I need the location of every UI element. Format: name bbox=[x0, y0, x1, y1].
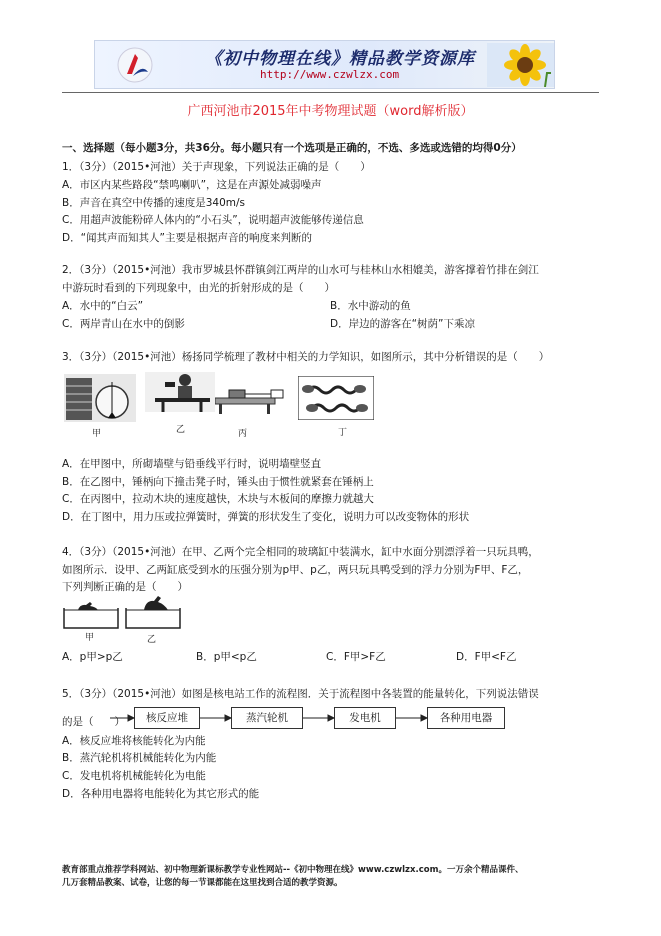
q4-option-b: B．p甲<p乙 bbox=[196, 651, 257, 663]
flow-arrows bbox=[110, 709, 510, 727]
q2-option-a: A．水中的“白云” bbox=[62, 300, 144, 312]
header-rule bbox=[62, 92, 599, 93]
site-logo-icon bbox=[115, 46, 155, 84]
section-heading: 一、选择题（每小题3分，共36分。每小题只有一个选项是正确的，不选、多选或选错的均得0分） bbox=[62, 142, 522, 154]
q3-figure-bing bbox=[215, 384, 289, 414]
q1-stem: 1．（3分）（2015•河池）关于声现象，下列说法正确的是（ ） bbox=[62, 161, 371, 173]
q2-stem-line2: 中游玩时看到的下列现象中，由光的折射形成的是（ ） bbox=[62, 282, 335, 294]
q1-option-a: A．市区内某些路段“禁鸣喇叭”，这是在声源处减弱噪声 bbox=[62, 179, 322, 191]
q3-option-a: A．在甲图中，所砌墙壁与铅垂线平行时，说明墙壁竖直 bbox=[62, 458, 322, 470]
q5-option-d: D．各种用电器将电能转化为其它形式的能 bbox=[62, 788, 260, 800]
q5-option-c: C．发电机将机械能转化为电能 bbox=[62, 770, 206, 782]
flow-box-appliances: 各种用电器 bbox=[427, 707, 505, 729]
q5-stem-line1: 5．（3分）（2015•河池）如图是核电站工作的流程图．关于流程图中各装置的能量转化，下列说法错误 bbox=[62, 688, 539, 700]
page-title: 广西河池市2015年中考物理试题（word解析版） bbox=[187, 104, 474, 119]
q5-stem-line2: 的是（ ） bbox=[62, 716, 125, 728]
q4-stem-line1: 4．（3分）（2015•河池）在甲、乙两个完全相同的玻璃缸中装满水，缸中水面分别漂浮着一只玩具鸭， bbox=[62, 546, 539, 558]
q3-figure-label-yi: 乙 bbox=[176, 425, 186, 435]
q4-stem-line3: 下列判断正确的是（ ） bbox=[62, 581, 188, 593]
q5-option-b: B．蒸汽轮机将机械能转化为内能 bbox=[62, 752, 217, 764]
footer-line1: 教育部重点推荐学科网站、初中物理新课标教学专业性网站--《初中物理在线》www.czwlzx.com。一万余个精品课件、 bbox=[62, 865, 524, 875]
q1-option-c: C．用超声波能粉碎人体内的“小石头”，说明超声波能够传递信息 bbox=[62, 214, 364, 226]
q4-figure-label-jia: 甲 bbox=[85, 633, 95, 643]
flow-box-generator: 发电机 bbox=[334, 707, 396, 729]
q2-option-c: C．两岸青山在水中的倒影 bbox=[62, 318, 185, 330]
q4-option-c: C．F甲>F乙 bbox=[326, 651, 386, 663]
flow-box-reactor: 核反应堆 bbox=[134, 707, 200, 729]
q4-figure-label-yi: 乙 bbox=[147, 635, 157, 645]
q3-figure-label-bing: 丙 bbox=[238, 429, 248, 439]
q5-option-a: A．核反应堆将核能转化为内能 bbox=[62, 735, 206, 747]
q3-stem: 3．（3分）（2015•河池）杨扬同学梳理了教材中相关的力学知识，如图所示，其中分析错误的是（ ） bbox=[62, 351, 550, 363]
q4-option-d: D．F甲<F乙 bbox=[456, 651, 517, 663]
q3-option-d: D．在丁图中，用力压或拉弹簧时，弹簧的形状发生了变化，说明力可以改变物体的形状 bbox=[62, 511, 470, 523]
q2-stem-line1: 2．（3分）（2015•河池）我市罗城县怀群镇剑江两岸的山水可与桂林山水相媲美，游客撑着竹排在剑江 bbox=[62, 264, 539, 276]
q1-option-d: D．“闻其声而知其人”主要是根据声音的响度来判断的 bbox=[62, 232, 312, 244]
q3-figure-yi bbox=[145, 372, 215, 412]
q2-option-b: B．水中游动的鱼 bbox=[330, 300, 411, 312]
q2-option-d: D．岸边的游客在“树荫”下乘凉 bbox=[330, 318, 475, 330]
q3-option-b: B．在乙图中，锤柄向下撞击凳子时，锤头由于惯性就紧套在锤柄上 bbox=[62, 476, 374, 488]
banner-url[interactable]: http://www.czwlzx.com bbox=[260, 68, 400, 81]
q3-figure-jia bbox=[64, 374, 136, 422]
footer-line2: 几万套精品教案、试卷，让您的每一节课都能在这里找到合适的教学资源。 bbox=[62, 878, 343, 888]
q4-stem-line2: 如图所示．设甲、乙两缸底受到水的压强分别为p甲、p乙，两只玩具鸭受到的浮力分别为F甲、F乙， bbox=[62, 564, 529, 576]
q3-figure-label-jia: 甲 bbox=[92, 429, 102, 439]
flow-box-turbine: 蒸汽轮机 bbox=[231, 707, 303, 729]
q1-option-b: B．声音在真空中传播的速度是340m/s bbox=[62, 197, 245, 209]
sunflower-icon bbox=[487, 43, 555, 87]
q3-figure-label-ding: 丁 bbox=[338, 428, 348, 438]
q4-option-a: A．p甲>p乙 bbox=[62, 651, 123, 663]
banner-title: 《初中物理在线》精品教学资源库 bbox=[205, 49, 475, 69]
header-banner bbox=[94, 40, 555, 89]
q3-option-c: C．在丙图中，拉动木块的速度越快，木块与木板间的摩擦力就越大 bbox=[62, 493, 374, 505]
q3-figure-ding bbox=[298, 376, 374, 420]
